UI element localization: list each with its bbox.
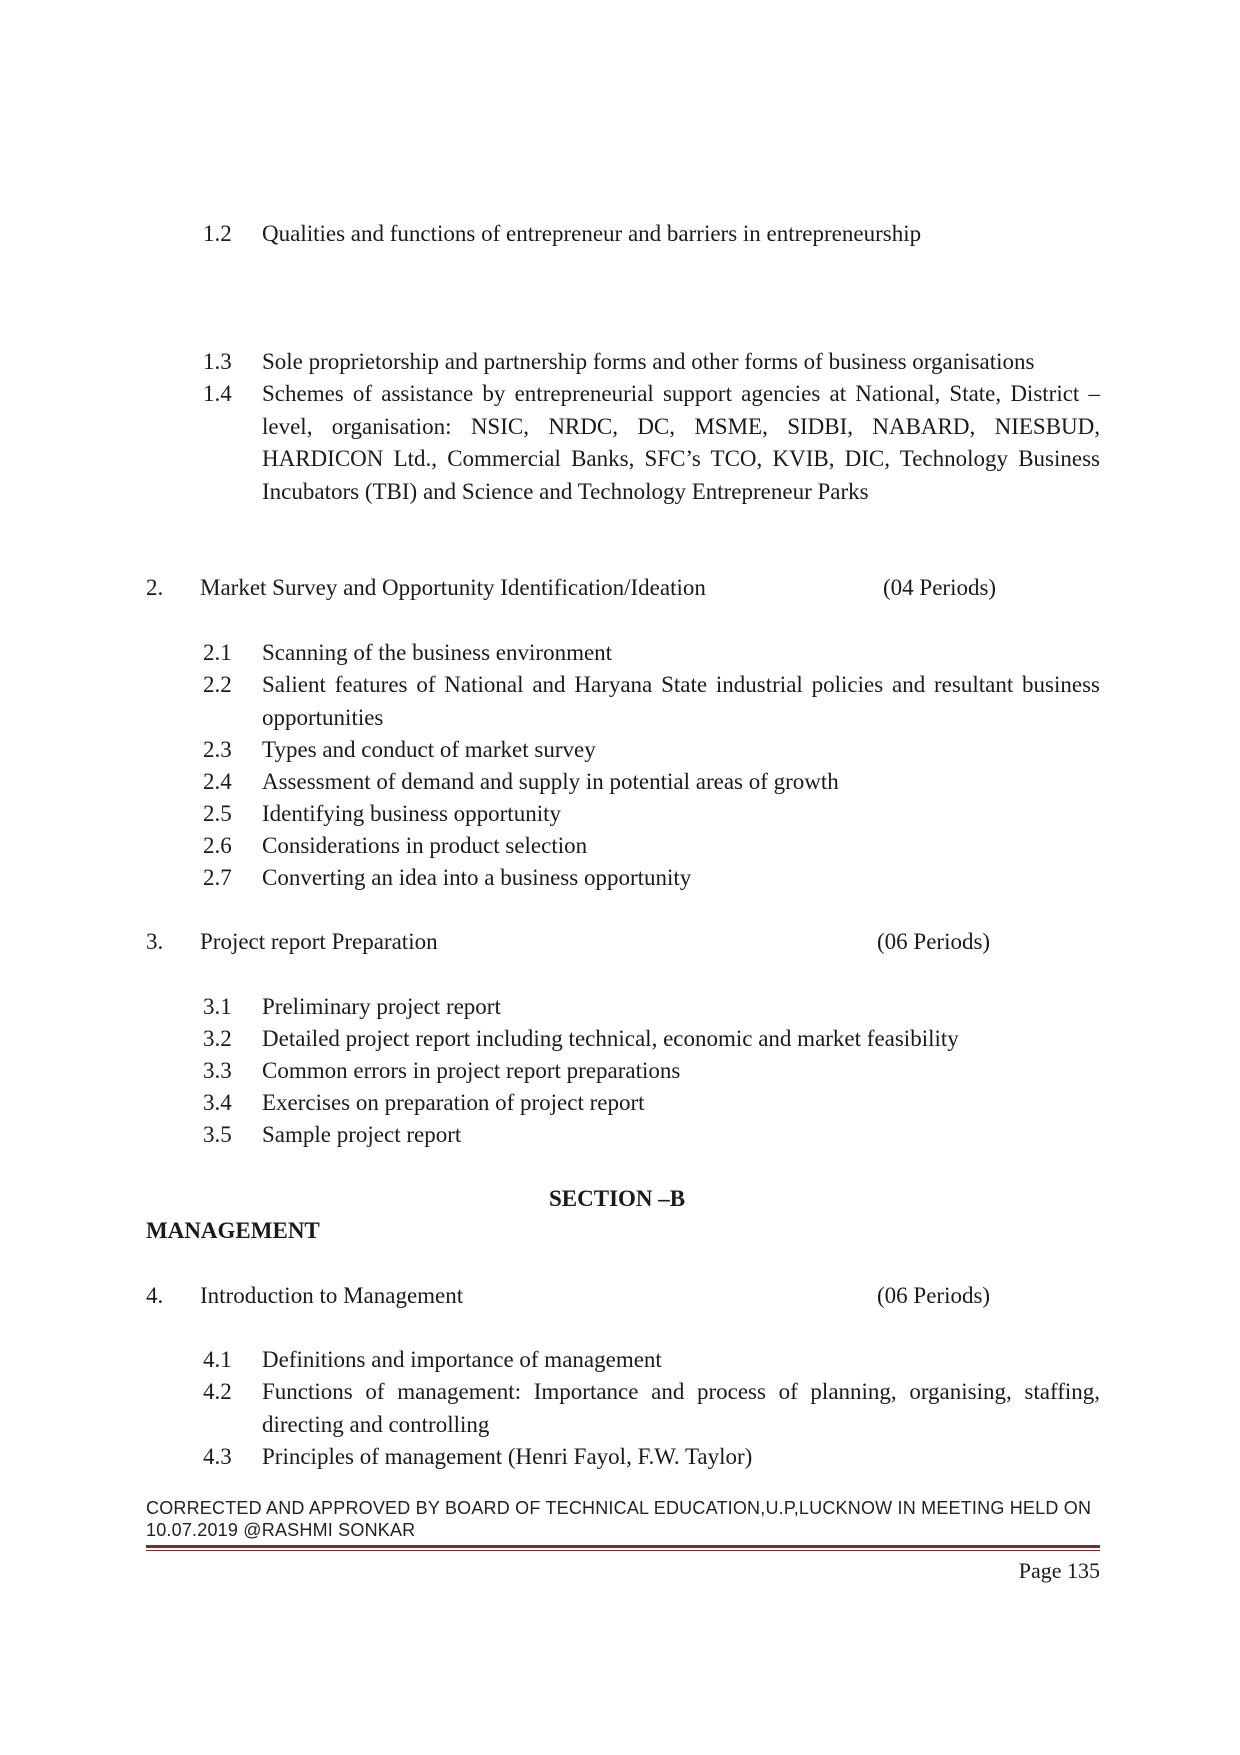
item-number: 3.1	[203, 994, 232, 1019]
footer-rule-thin	[146, 1550, 1100, 1551]
unit-title: Introduction to Management	[200, 1283, 464, 1308]
unit-periods: (06 Periods)	[877, 929, 991, 954]
item-text: Considerations in product selection	[262, 833, 588, 858]
item-text: Preliminary project report	[262, 994, 501, 1019]
item-number: 4.3	[203, 1444, 232, 1469]
unit-periods: (06 Periods)	[877, 1283, 991, 1308]
item-text: Converting an idea into a business opportunity	[262, 865, 692, 890]
item-text: Sample project report	[262, 1122, 462, 1147]
management-heading: MANAGEMENT	[146, 1218, 320, 1243]
page-number: Page 135	[1018, 1558, 1100, 1583]
item-number: 2.3	[203, 737, 232, 762]
item-text: Qualities and functions of entrepreneur and barriers in entrepreneurship	[262, 221, 922, 246]
item-text: Functions of management: Importance and process of planning, organising, staffing, directing and controlling	[262, 1379, 1100, 1437]
unit-number: 4.	[146, 1283, 164, 1308]
item-number: 1.4	[203, 381, 232, 406]
item-text: Detailed project report including technical, economic and market feasibility	[262, 1026, 959, 1051]
unit-number: 3.	[146, 929, 164, 954]
item-text: Schemes of assistance by entrepreneurial support agencies at National, State, District –level, organisation: NSIC, NRDC, DC, MSME, SIDBI, NABARD, NIESBUD, HARDICON Ltd., Commercial Banks, SFC’s TCO, KVIB, DIC, Technology Business Incubators (TBI) and Science and Technology Entrepreneur Parks	[262, 381, 1100, 504]
item-text: Scanning of the business environment	[262, 640, 613, 665]
item-number: 3.3	[203, 1058, 232, 1083]
unit-number: 2.	[146, 575, 164, 600]
unit-periods: (04 Periods)	[883, 575, 997, 600]
item-number: 2.1	[203, 640, 232, 665]
item-number: 3.5	[203, 1122, 232, 1147]
item-number: 2.6	[203, 833, 232, 858]
item-number: 1.2	[203, 221, 232, 246]
item-text: Types and conduct of market survey	[262, 737, 596, 762]
item-number: 3.4	[203, 1090, 232, 1115]
item-number: 4.1	[203, 1347, 232, 1372]
footer-rule-thick	[146, 1545, 1100, 1548]
item-number: 2.2	[203, 672, 232, 697]
item-number: 1.3	[203, 349, 232, 374]
unit-title: Project report Preparation	[200, 929, 438, 954]
section-heading: SECTION –B	[549, 1186, 686, 1211]
unit-title: Market Survey and Opportunity Identification/Ideation	[200, 575, 706, 600]
footer-note: CORRECTED AND APPROVED BY BOARD OF TECHNICAL EDUCATION,U.P,LUCKNOW IN MEETING HELD ON 10.07.2019 @RASHMI SONKAR	[146, 1498, 1092, 1540]
item-text: Definitions and importance of management	[262, 1347, 662, 1372]
item-number: 3.2	[203, 1026, 232, 1051]
item-number: 2.5	[203, 801, 232, 826]
item-number: 2.7	[203, 865, 232, 890]
item-text: Principles of management (Henri Fayol, F.W. Taylor)	[262, 1444, 753, 1469]
item-text: Exercises on preparation of project report	[262, 1090, 645, 1115]
item-text: Sole proprietorship and partnership forms and other forms of business organisations	[262, 349, 1035, 374]
item-number: 2.4	[203, 769, 232, 794]
item-number: 4.2	[203, 1379, 232, 1404]
item-text: Identifying business opportunity	[262, 801, 561, 826]
item-text: Assessment of demand and supply in potential areas of growth	[262, 769, 839, 794]
item-text: Salient features of National and Haryana State industrial policies and resultant business opportunities	[262, 672, 1100, 730]
item-text: Common errors in project report preparations	[262, 1058, 681, 1083]
